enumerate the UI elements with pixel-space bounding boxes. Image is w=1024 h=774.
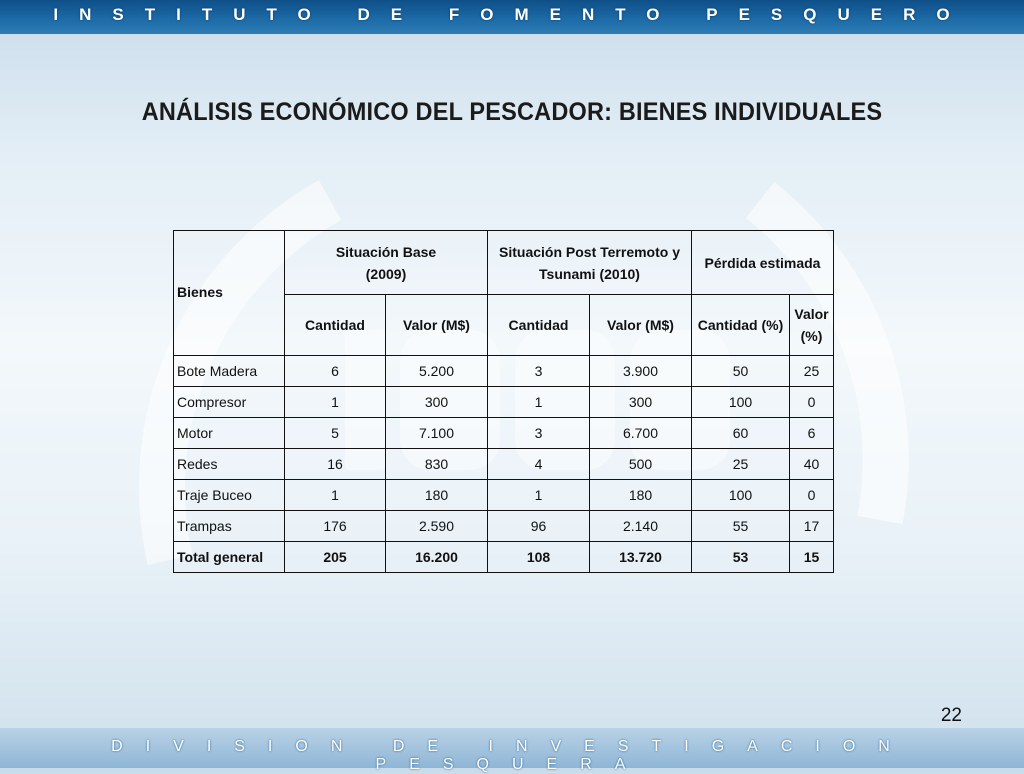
- table-row: [174, 418, 834, 449]
- cell-base-valor: 830: [386, 449, 488, 480]
- cell-perdida-cantidad: 55: [692, 511, 790, 542]
- table-row: [174, 480, 834, 511]
- table-row: [174, 356, 834, 387]
- cell-perdida-valor: 6: [790, 418, 834, 449]
- cell-post-valor: 3.900: [590, 356, 692, 387]
- row-label: Redes: [174, 449, 285, 480]
- total-label: Total general: [174, 542, 285, 573]
- subheader-base-valor: Valor (M$): [386, 295, 488, 356]
- institution-name: INSTITUTO DE FOMENTO PESQUERO: [53, 5, 971, 24]
- subheader-perdida-valor-line2: (%): [800, 328, 823, 344]
- subheader-base-cantidad: Cantidad: [285, 295, 386, 356]
- cell-perdida-cantidad: 100: [692, 480, 790, 511]
- page-number: 22: [940, 705, 962, 726]
- cell-post-valor: 300: [590, 387, 692, 418]
- cell-base-cantidad: 1: [285, 387, 386, 418]
- row-label: Bote Madera: [174, 356, 285, 387]
- subheader-post-valor: Valor (M$): [590, 295, 692, 356]
- cell-base-cantidad: 1: [285, 480, 386, 511]
- subheader-perdida-valor-line1: Valor: [794, 306, 829, 322]
- total-base-cantidad: 205: [285, 542, 386, 573]
- header-situacion-base-line1: Situación Base: [335, 243, 437, 260]
- cell-perdida-valor: 25: [790, 356, 834, 387]
- row-label: Traje Buceo: [174, 480, 285, 511]
- division-name: DIVISION DE INVESTIGACION PESQUERA: [111, 738, 913, 773]
- cell-perdida-valor: 40: [790, 449, 834, 480]
- cell-base-cantidad: 16: [285, 449, 386, 480]
- total-base-valor: 16.200: [386, 542, 488, 573]
- cell-base-cantidad: 176: [285, 511, 386, 542]
- header-situacion-post-line1: Situación Post Terremoto y: [499, 243, 680, 260]
- cell-post-valor: 180: [590, 480, 692, 511]
- row-label: Motor: [174, 418, 285, 449]
- footer-band: [0, 728, 1024, 773]
- cell-perdida-cantidad: 50: [692, 356, 790, 387]
- cell-base-valor: 300: [386, 387, 488, 418]
- subheader-perdida-cantidad: Cantidad (%): [692, 295, 790, 356]
- subheader-perdida-valor: [790, 295, 834, 356]
- cell-base-valor: 180: [386, 480, 488, 511]
- cell-base-valor: 2.590: [386, 511, 488, 542]
- cell-post-valor: 6.700: [590, 418, 692, 449]
- table-total-row: [174, 542, 834, 573]
- header-perdida-estimada: Pérdida estimada: [692, 231, 834, 295]
- assets-table: [173, 230, 834, 573]
- row-label: Compresor: [174, 387, 285, 418]
- cell-perdida-cantidad: 60: [692, 418, 790, 449]
- total-post-cantidad: 108: [488, 542, 590, 573]
- header-situacion-post-line2: Tsunami (2010): [539, 265, 640, 282]
- cell-base-cantidad: 6: [285, 356, 386, 387]
- table-row: [174, 511, 834, 542]
- header-situacion-base-line2: (2009): [365, 265, 407, 282]
- cell-perdida-valor: 0: [790, 387, 834, 418]
- total-perdida-valor: 15: [790, 542, 834, 573]
- subheader-post-cantidad: Cantidad: [488, 295, 590, 356]
- cell-post-cantidad: 4: [488, 449, 590, 480]
- total-perdida-cantidad: 53: [692, 542, 790, 573]
- row-label: Trampas: [174, 511, 285, 542]
- cell-base-cantidad: 5: [285, 418, 386, 449]
- cell-perdida-cantidad: 100: [692, 387, 790, 418]
- cell-base-valor: 7.100: [386, 418, 488, 449]
- header-band: [0, 0, 1024, 34]
- cell-base-valor: 5.200: [386, 356, 488, 387]
- table-row: [174, 449, 834, 480]
- total-post-valor: 13.720: [590, 542, 692, 573]
- cell-post-cantidad: 1: [488, 480, 590, 511]
- header-situacion-post: [488, 231, 692, 295]
- header-bienes: Bienes: [174, 231, 285, 356]
- slide-title: ANÁLISIS ECONÓMICO DEL PESCADOR: BIENES INDIVIDUALES: [141, 98, 883, 126]
- cell-post-valor: 500: [590, 449, 692, 480]
- table-header-row: [174, 231, 834, 295]
- cell-post-cantidad: 3: [488, 356, 590, 387]
- cell-post-cantidad: 3: [488, 418, 590, 449]
- cell-perdida-cantidad: 25: [692, 449, 790, 480]
- cell-post-cantidad: 96: [488, 511, 590, 542]
- cell-perdida-valor: 17: [790, 511, 834, 542]
- cell-post-valor: 2.140: [590, 511, 692, 542]
- table-row: [174, 387, 834, 418]
- cell-post-cantidad: 1: [488, 387, 590, 418]
- header-situacion-base: [285, 231, 488, 295]
- cell-perdida-valor: 0: [790, 480, 834, 511]
